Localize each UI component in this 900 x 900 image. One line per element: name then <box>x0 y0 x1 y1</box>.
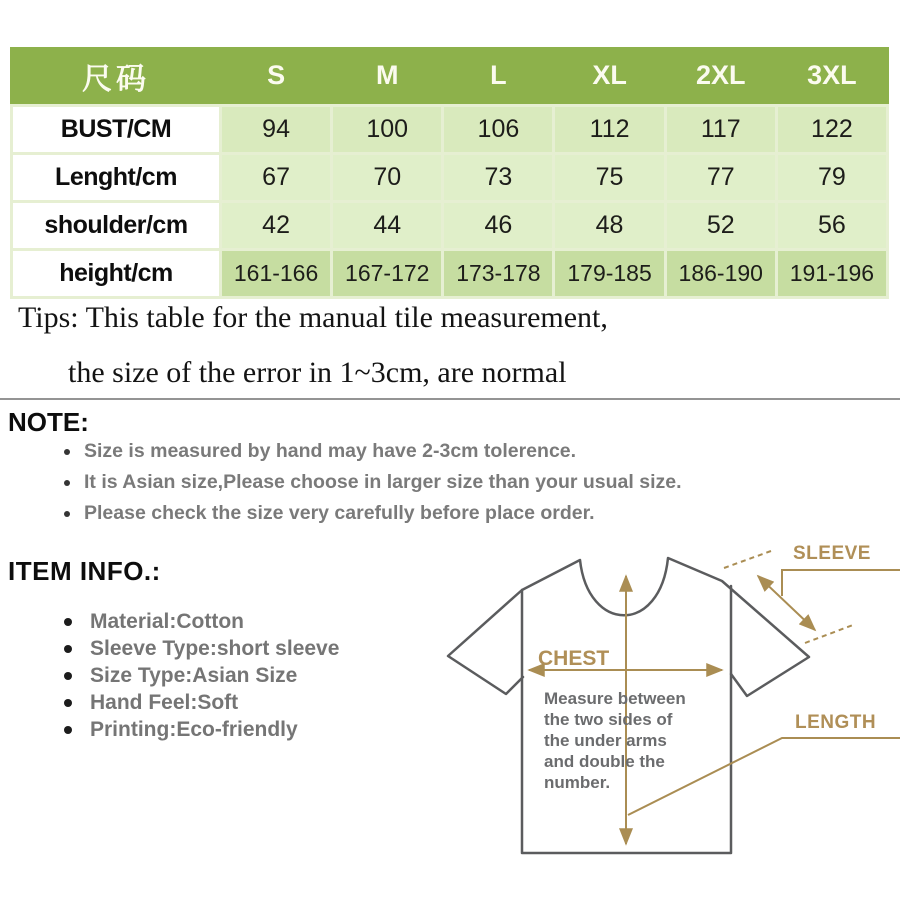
table-cell: 56 <box>778 203 886 248</box>
sleeve-leader-line <box>782 570 900 596</box>
header-cell-m: M <box>375 60 399 90</box>
table-cell: 77 <box>667 155 775 200</box>
size-table-header-row <box>10 47 889 104</box>
table-cell: 186-190 <box>667 251 775 296</box>
table-cell: 167-172 <box>333 251 441 296</box>
header-cell-3xl: 3XL <box>807 60 857 90</box>
header-cell-size-cn: 尺码 <box>82 62 150 96</box>
header-cell-2xl: 2XL <box>695 60 746 90</box>
size-table <box>10 47 889 299</box>
item-info-item: Material:Cotton <box>62 608 339 635</box>
table-cell: 48 <box>555 203 663 248</box>
note-item: Size is measured by hand may have 2-3cm tolerence. <box>62 436 682 467</box>
table-cell: 94 <box>222 107 330 152</box>
tshirt-left-sleeve <box>448 590 523 694</box>
sleeve-label: SLEEVE <box>793 543 871 564</box>
tshirt-measurement-diagram <box>430 528 900 880</box>
table-cell: 79 <box>778 155 886 200</box>
measure-note-line: number. <box>544 773 611 792</box>
measure-note-line: the under arms <box>544 731 667 750</box>
item-info-item: Sleeve Type:short sleeve <box>62 635 339 662</box>
table-cell: 46 <box>444 203 552 248</box>
table-cell: 191-196 <box>778 251 886 296</box>
row-label-height: height/cm <box>13 251 219 296</box>
note-list <box>62 436 682 529</box>
table-cell: 122 <box>778 107 886 152</box>
table-cell: 75 <box>555 155 663 200</box>
measure-note-line: the two sides of <box>544 710 673 729</box>
table-cell: 161-166 <box>222 251 330 296</box>
note-item: Please check the size very carefully before place order. <box>62 498 682 529</box>
item-info-list <box>62 608 339 743</box>
header-cell-l: L <box>490 60 507 90</box>
item-info-title: ITEM INFO.: <box>8 556 161 586</box>
table-cell: 73 <box>444 155 552 200</box>
length-label: LENGTH <box>795 712 877 733</box>
section-divider <box>0 398 900 400</box>
note-item: It is Asian size,Please choose in larger size than your usual size. <box>62 467 682 498</box>
item-info-item: Printing:Eco-friendly <box>62 716 339 743</box>
table-cell: 179-185 <box>555 251 663 296</box>
item-info-item: Size Type:Asian Size <box>62 662 339 689</box>
sleeve-arrow <box>758 576 815 630</box>
table-cell: 100 <box>333 107 441 152</box>
length-leader-line <box>628 738 900 815</box>
row-label-shoulder: shoulder/cm <box>13 203 219 248</box>
item-info-item: Hand Feel:Soft <box>62 689 339 716</box>
table-cell: 117 <box>667 107 775 152</box>
table-cell: 44 <box>333 203 441 248</box>
chest-label: CHEST <box>538 647 610 670</box>
note-title: NOTE: <box>8 407 89 437</box>
measure-note-line: and double the <box>544 752 665 771</box>
header-cell-xl: XL <box>592 60 627 90</box>
table-cell: 106 <box>444 107 552 152</box>
table-cell: 70 <box>333 155 441 200</box>
table-cell: 42 <box>222 203 330 248</box>
header-cell-s: S <box>267 60 286 90</box>
size-table-body <box>10 104 889 299</box>
table-cell: 52 <box>667 203 775 248</box>
row-label-bust: BUST/CM <box>13 107 219 152</box>
tips-line-1: Tips: This table for the manual tile measurement, <box>18 301 608 334</box>
table-cell: 112 <box>555 107 663 152</box>
sleeve-extension-line-top <box>724 551 771 568</box>
measure-note-line: Measure between <box>544 689 686 708</box>
table-cell: 67 <box>222 155 330 200</box>
tips-line-2: the size of the error in 1~3cm, are normal <box>68 356 567 389</box>
table-cell: 173-178 <box>444 251 552 296</box>
row-label-length: Lenght/cm <box>13 155 219 200</box>
